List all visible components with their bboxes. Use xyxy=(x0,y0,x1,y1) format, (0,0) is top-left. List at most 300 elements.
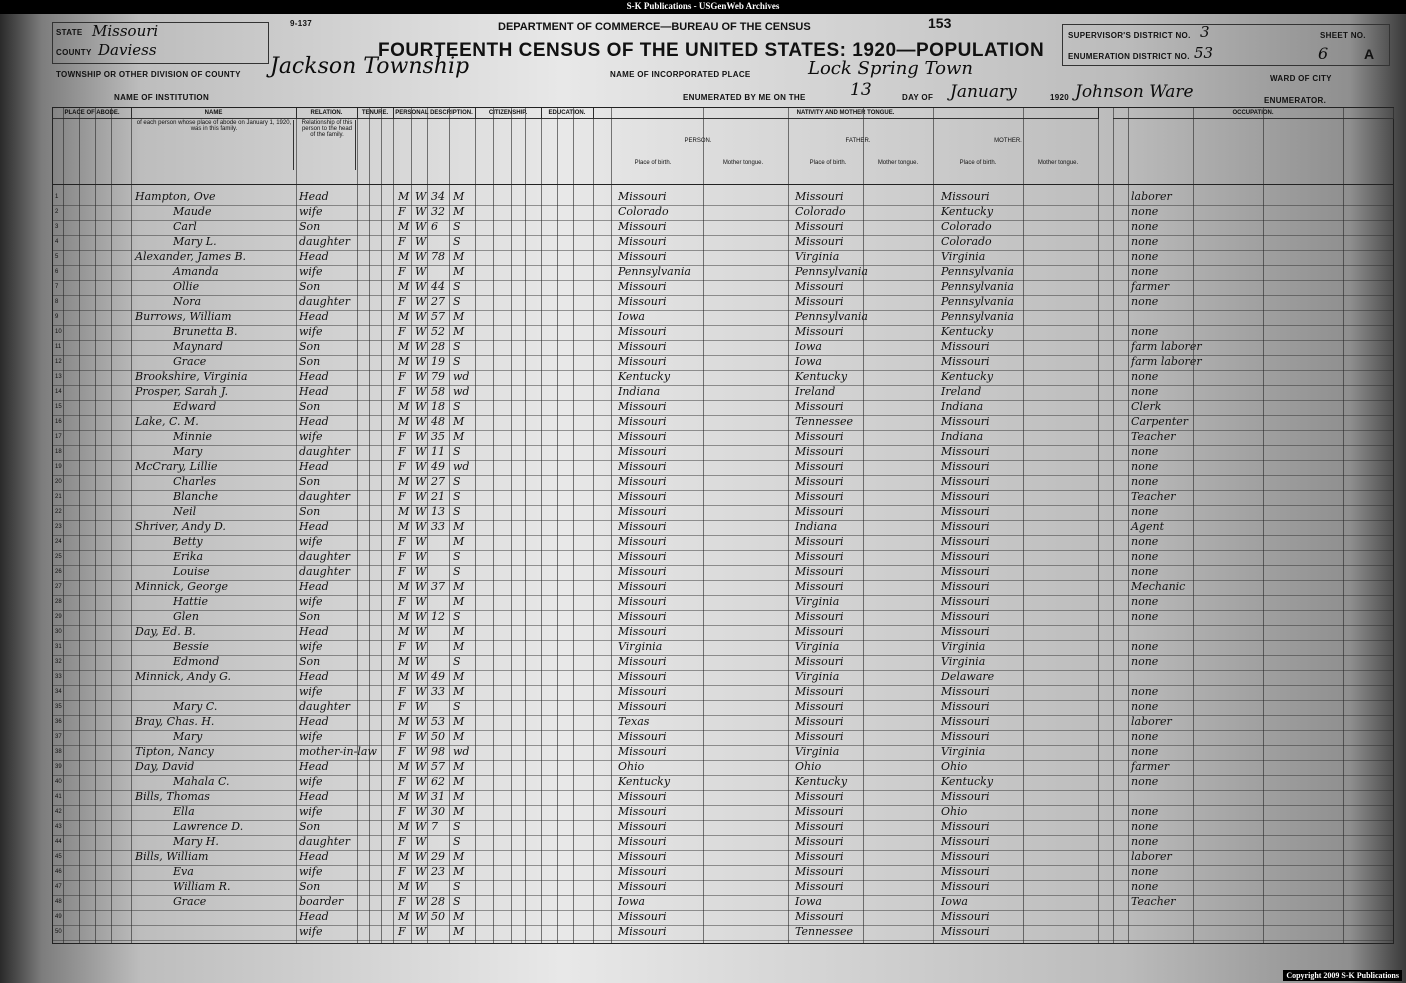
row-name: Erika xyxy=(173,550,204,563)
row-fpob: Pennsylvania xyxy=(795,310,868,323)
row-occ: farm laborer xyxy=(1131,355,1202,368)
township-value: Jackson Township xyxy=(270,54,470,79)
census-row xyxy=(53,730,1393,745)
row-pob: Kentucky xyxy=(618,370,671,383)
row-race: W xyxy=(415,355,427,368)
row-pob: Missouri xyxy=(618,355,667,368)
archive-banner: S-K Publications - USGenWeb Archives xyxy=(626,1,780,11)
row-n: 38 xyxy=(55,749,62,755)
row-n: 5 xyxy=(55,254,59,260)
row-age: 13 xyxy=(431,505,445,518)
row-pob: Missouri xyxy=(618,400,667,413)
row-sex: F xyxy=(398,385,406,398)
row-pob: Missouri xyxy=(618,625,667,638)
row-mpob: Colorado xyxy=(941,220,992,233)
row-mpob: Missouri xyxy=(941,490,990,503)
row-pob: Missouri xyxy=(618,880,667,893)
row-occ: laborer xyxy=(1131,715,1172,728)
row-rel: Head xyxy=(299,760,329,773)
row-mar: wd xyxy=(453,745,470,758)
row-n: 44 xyxy=(55,839,62,845)
row-age: 44 xyxy=(431,280,445,293)
row-sex: M xyxy=(398,310,410,323)
row-mar: S xyxy=(453,295,461,308)
row-pob: Missouri xyxy=(618,430,667,443)
census-row xyxy=(53,865,1393,880)
row-name: Hattie xyxy=(173,595,209,608)
row-mpob: Missouri xyxy=(941,715,990,728)
row-fpob: Iowa xyxy=(795,895,822,908)
row-race: W xyxy=(415,295,427,308)
row-mar: M xyxy=(453,805,465,818)
row-race: W xyxy=(415,610,427,623)
row-mar: M xyxy=(453,640,465,653)
row-rel: Head xyxy=(299,385,329,398)
census-row xyxy=(53,655,1393,670)
row-age: 50 xyxy=(431,910,445,923)
row-sex: F xyxy=(398,325,406,338)
row-pob: Missouri xyxy=(618,505,667,518)
census-row xyxy=(53,190,1393,205)
row-mpob: Missouri xyxy=(941,910,990,923)
row-mpob: Kentucky xyxy=(941,205,994,218)
census-row xyxy=(53,505,1393,520)
row-age: 78 xyxy=(431,250,445,263)
row-age: 11 xyxy=(431,445,445,458)
row-age: 50 xyxy=(431,730,445,743)
row-n: 48 xyxy=(55,899,62,905)
row-sex: M xyxy=(398,910,410,923)
person-header: PERSON. xyxy=(684,138,712,144)
row-mpob: Missouri xyxy=(941,730,990,743)
row-mpob: Missouri xyxy=(941,685,990,698)
census-row xyxy=(53,700,1393,715)
incorporated-label: NAME OF INCORPORATED PLACE xyxy=(610,70,751,79)
row-fpob: Ohio xyxy=(795,760,822,773)
row-rel: wife xyxy=(299,430,323,443)
row-fpob: Ireland xyxy=(795,385,836,398)
census-row xyxy=(53,580,1393,595)
row-mpob: Missouri xyxy=(941,700,990,713)
census-row xyxy=(53,805,1393,820)
row-fpob: Missouri xyxy=(795,460,844,473)
row-fpob: Missouri xyxy=(795,505,844,518)
row-name: Bessie xyxy=(173,640,209,653)
row-sex: F xyxy=(398,895,406,908)
row-n: 32 xyxy=(55,659,62,665)
row-rel: wife xyxy=(299,265,323,278)
row-occ: none xyxy=(1131,805,1159,818)
row-fpob: Pennsylvania xyxy=(795,265,868,278)
row-n: 46 xyxy=(55,869,62,875)
group-tenure: TENURE. xyxy=(357,108,394,119)
row-n: 25 xyxy=(55,554,62,560)
row-rel: Son xyxy=(299,475,321,488)
row-occ: none xyxy=(1131,685,1159,698)
row-mar: S xyxy=(453,880,461,893)
row-race: W xyxy=(415,325,427,338)
row-race: W xyxy=(415,880,427,893)
census-row xyxy=(53,355,1393,370)
supervisor-label: SUPERVISOR'S DISTRICT NO. xyxy=(1068,31,1191,40)
row-fpob: Missouri xyxy=(795,850,844,863)
father-pob-header: Place of birth. xyxy=(809,160,847,166)
row-sex: M xyxy=(398,580,410,593)
row-occ: none xyxy=(1131,535,1159,548)
row-sex: M xyxy=(398,415,410,428)
row-sex: F xyxy=(398,565,406,578)
row-occ: none xyxy=(1131,295,1159,308)
state-label: STATE xyxy=(56,28,83,37)
row-mpob: Ohio xyxy=(941,805,968,818)
year: 1920 xyxy=(1050,93,1069,102)
row-mar: M xyxy=(453,670,465,683)
incorporated-value: Lock Spring Town xyxy=(808,58,973,79)
row-rel: daughter xyxy=(299,445,350,458)
row-name: Nora xyxy=(173,295,202,308)
row-n: 23 xyxy=(55,524,62,530)
row-mpob: Ireland xyxy=(941,385,982,398)
row-mar: M xyxy=(453,415,465,428)
form-number: 9-137 xyxy=(290,19,312,28)
group-citizenship: CITIZENSHIP. xyxy=(475,108,542,119)
census-row xyxy=(53,310,1393,325)
census-row xyxy=(53,550,1393,565)
row-sex: F xyxy=(398,295,406,308)
row-name: Bills, William xyxy=(135,850,209,863)
row-race: W xyxy=(415,715,427,728)
header-divider xyxy=(53,184,1393,185)
row-fpob: Missouri xyxy=(795,280,844,293)
row-mar: S xyxy=(453,565,461,578)
row-n: 40 xyxy=(55,779,62,785)
row-race: W xyxy=(415,445,427,458)
census-row xyxy=(53,775,1393,790)
row-sex: F xyxy=(398,700,406,713)
row-mpob: Missouri xyxy=(941,505,990,518)
row-rel: Head xyxy=(299,460,329,473)
row-race: W xyxy=(415,655,427,668)
row-name: Minnick, George xyxy=(135,580,229,593)
row-n: 12 xyxy=(55,359,62,365)
row-name: Prosper, Sarah J. xyxy=(135,385,229,398)
row-n: 49 xyxy=(55,914,62,920)
row-rel: Son xyxy=(299,880,321,893)
row-sex: M xyxy=(398,820,410,833)
row-mar: S xyxy=(453,445,461,458)
row-race: W xyxy=(415,670,427,683)
census-row xyxy=(53,265,1393,280)
sheet-letter: A xyxy=(1364,46,1375,62)
row-age: 53 xyxy=(431,715,445,728)
father-tongue-header: Mother tongue. xyxy=(877,160,919,166)
enumerated-day: 13 xyxy=(850,80,872,100)
row-rel: Son xyxy=(299,610,321,623)
row-name: Carl xyxy=(173,220,197,233)
census-row xyxy=(53,760,1393,775)
row-rel: wife xyxy=(299,325,323,338)
row-n: 50 xyxy=(55,929,62,935)
row-rel: daughter xyxy=(299,295,350,308)
father-header: FATHER. xyxy=(845,138,871,144)
row-mar: M xyxy=(453,790,465,803)
census-row xyxy=(53,490,1393,505)
row-race: W xyxy=(415,910,427,923)
row-mpob: Missouri xyxy=(941,190,990,203)
row-mpob: Kentucky xyxy=(941,370,994,383)
row-race: W xyxy=(415,625,427,638)
census-row xyxy=(53,460,1393,475)
row-pob: Missouri xyxy=(618,325,667,338)
row-n: 42 xyxy=(55,809,62,815)
row-race: W xyxy=(415,475,427,488)
census-row xyxy=(53,595,1393,610)
row-name: Betty xyxy=(173,535,203,548)
group-personal: PERSONAL DESCRIPTION. xyxy=(393,108,476,119)
row-fpob: Virginia xyxy=(795,640,840,653)
row-n: 19 xyxy=(55,464,62,470)
row-mar: M xyxy=(453,310,465,323)
row-fpob: Missouri xyxy=(795,880,844,893)
location-box xyxy=(52,22,269,64)
census-row xyxy=(53,205,1393,220)
row-n: 24 xyxy=(55,539,62,545)
row-rel: Head xyxy=(299,520,329,533)
census-row xyxy=(53,325,1393,340)
row-n: 43 xyxy=(55,824,62,830)
row-n: 11 xyxy=(55,344,62,350)
row-pob: Colorado xyxy=(618,205,669,218)
row-rel: wife xyxy=(299,640,323,653)
row-race: W xyxy=(415,280,427,293)
row-name: Mary C. xyxy=(173,700,218,713)
row-mar: M xyxy=(453,865,465,878)
census-row xyxy=(53,685,1393,700)
row-occ: none xyxy=(1131,745,1159,758)
row-race: W xyxy=(415,205,427,218)
row-sex: F xyxy=(398,370,406,383)
row-rel: Head xyxy=(299,790,329,803)
group-place-of-abode: PLACE OF ABODE. xyxy=(53,108,132,119)
row-mpob: Pennsylvania xyxy=(941,280,1014,293)
row-age: 7 xyxy=(431,820,438,833)
row-name: Mary xyxy=(173,730,203,743)
row-pob: Virginia xyxy=(618,640,663,653)
row-sex: M xyxy=(398,505,410,518)
row-mpob: Iowa xyxy=(941,895,968,908)
row-age: 27 xyxy=(431,475,445,488)
row-occ: none xyxy=(1131,460,1159,473)
row-name: Lake, C. M. xyxy=(135,415,199,428)
row-occ: none xyxy=(1131,235,1159,248)
row-sex: F xyxy=(398,265,406,278)
row-occ: none xyxy=(1131,640,1159,653)
row-sex: M xyxy=(398,880,410,893)
row-fpob: Missouri xyxy=(795,430,844,443)
row-occ: none xyxy=(1131,205,1159,218)
row-mar: M xyxy=(453,265,465,278)
row-race: W xyxy=(415,835,427,848)
row-name: Minnick, Andy G. xyxy=(135,670,231,683)
row-mpob: Missouri xyxy=(941,925,990,938)
row-sex: M xyxy=(398,520,410,533)
row-mar: M xyxy=(453,190,465,203)
row-pob: Missouri xyxy=(618,670,667,683)
row-fpob: Kentucky xyxy=(795,370,848,383)
row-occ: none xyxy=(1131,505,1159,518)
row-name: Mary L. xyxy=(173,235,217,248)
row-fpob: Missouri xyxy=(795,235,844,248)
row-sex: M xyxy=(398,850,410,863)
row-race: W xyxy=(415,925,427,938)
row-fpob: Missouri xyxy=(795,820,844,833)
row-rel: Head xyxy=(299,580,329,593)
row-name: Brookshire, Virginia xyxy=(135,370,248,383)
row-age: 18 xyxy=(431,400,445,413)
row-occ: none xyxy=(1131,445,1159,458)
row-fpob: Missouri xyxy=(795,625,844,638)
row-name: Lawrence D. xyxy=(173,820,244,833)
row-rel: Son xyxy=(299,340,321,353)
row-sex: M xyxy=(398,190,410,203)
row-occ: farmer xyxy=(1131,760,1170,773)
row-mpob: Missouri xyxy=(941,820,990,833)
row-fpob: Tennessee xyxy=(795,925,853,938)
row-mar: S xyxy=(453,700,461,713)
row-sex: F xyxy=(398,865,406,878)
row-rel: wife xyxy=(299,865,323,878)
census-row xyxy=(53,445,1393,460)
row-sex: F xyxy=(398,550,406,563)
row-age: 31 xyxy=(431,790,445,803)
row-race: W xyxy=(415,685,427,698)
census-row xyxy=(53,385,1393,400)
row-age: 23 xyxy=(431,865,445,878)
row-pob: Missouri xyxy=(618,805,667,818)
row-rel: Head xyxy=(299,850,329,863)
row-mar: M xyxy=(453,250,465,263)
row-sex: M xyxy=(398,760,410,773)
row-mpob: Missouri xyxy=(941,835,990,848)
row-mar: S xyxy=(453,550,461,563)
row-pob: Missouri xyxy=(618,340,667,353)
row-race: W xyxy=(415,850,427,863)
row-sex: M xyxy=(398,280,410,293)
row-age: 79 xyxy=(431,370,445,383)
row-occ: Mechanic xyxy=(1131,580,1186,593)
row-pob: Missouri xyxy=(618,460,667,473)
row-fpob: Missouri xyxy=(795,535,844,548)
row-fpob: Missouri xyxy=(795,805,844,818)
row-mpob: Pennsylvania xyxy=(941,295,1014,308)
row-race: W xyxy=(415,235,427,248)
row-pob: Missouri xyxy=(618,295,667,308)
row-n: 8 xyxy=(55,299,59,305)
township-label: TOWNSHIP OR OTHER DIVISION OF COUNTY xyxy=(56,70,241,79)
row-pob: Missouri xyxy=(618,850,667,863)
row-fpob: Missouri xyxy=(795,490,844,503)
row-race: W xyxy=(415,490,427,503)
row-mar: S xyxy=(453,610,461,623)
row-occ: farmer xyxy=(1131,280,1170,293)
row-rel: daughter xyxy=(299,700,350,713)
row-age: 28 xyxy=(431,340,445,353)
row-age: 33 xyxy=(431,520,445,533)
row-occ: none xyxy=(1131,250,1159,263)
census-row xyxy=(53,670,1393,685)
row-sex: F xyxy=(398,460,406,473)
row-name: Mahala C. xyxy=(173,775,230,788)
row-name: Charles xyxy=(173,475,216,488)
row-age: 34 xyxy=(431,190,445,203)
mother-header: MOTHER. xyxy=(994,138,1022,144)
row-race: W xyxy=(415,805,427,818)
row-name: Grace xyxy=(173,355,207,368)
row-rel: Son xyxy=(299,505,321,518)
census-row xyxy=(53,295,1393,310)
row-name: Edmond xyxy=(173,655,220,668)
relation-column-header: Relationship of this person to the head of the family. xyxy=(299,120,356,170)
row-mar: M xyxy=(453,430,465,443)
row-mpob: Missouri xyxy=(941,790,990,803)
row-sex: F xyxy=(398,490,406,503)
row-sex: F xyxy=(398,835,406,848)
enumerated-label: ENUMERATED BY ME ON THE xyxy=(683,93,806,102)
row-sex: F xyxy=(398,745,406,758)
row-pob: Iowa xyxy=(618,310,645,323)
row-rel: Head xyxy=(299,370,329,383)
row-mpob: Missouri xyxy=(941,625,990,638)
row-fpob: Missouri xyxy=(795,610,844,623)
row-n: 33 xyxy=(55,674,62,680)
row-occ: Teacher xyxy=(1131,430,1176,443)
row-sex: M xyxy=(398,715,410,728)
row-n: 41 xyxy=(55,794,62,800)
census-row xyxy=(53,835,1393,850)
person-tongue-header: Mother tongue. xyxy=(722,160,764,166)
row-sex: M xyxy=(398,625,410,638)
sheet-label: SHEET NO. xyxy=(1320,31,1366,40)
row-mar: S xyxy=(453,220,461,233)
census-row xyxy=(53,235,1393,250)
row-pob: Missouri xyxy=(618,865,667,878)
row-name: Maude xyxy=(173,205,212,218)
census-row xyxy=(53,715,1393,730)
row-mpob: Kentucky xyxy=(941,325,994,338)
row-n: 22 xyxy=(55,509,62,515)
row-mpob: Virginia xyxy=(941,745,986,758)
group-nativity: NATIVITY AND MOTHER TONGUE. xyxy=(593,108,1099,119)
row-occ: Clerk xyxy=(1131,400,1162,413)
census-row xyxy=(53,565,1393,580)
row-occ: none xyxy=(1131,385,1159,398)
row-fpob: Missouri xyxy=(795,475,844,488)
row-rel: Son xyxy=(299,400,321,413)
row-mar: M xyxy=(453,685,465,698)
row-pob: Missouri xyxy=(618,700,667,713)
row-name: Burrows, William xyxy=(135,310,232,323)
census-row xyxy=(53,880,1393,895)
row-sex: M xyxy=(398,610,410,623)
row-name: Brunetta B. xyxy=(173,325,238,338)
row-mpob: Pennsylvania xyxy=(941,265,1014,278)
row-mpob: Ohio xyxy=(941,760,968,773)
census-row xyxy=(53,625,1393,640)
row-n: 13 xyxy=(55,374,62,380)
row-rel: mother-in-law xyxy=(299,745,377,758)
state-value: Missouri xyxy=(92,22,159,40)
row-age: 28 xyxy=(431,895,445,908)
